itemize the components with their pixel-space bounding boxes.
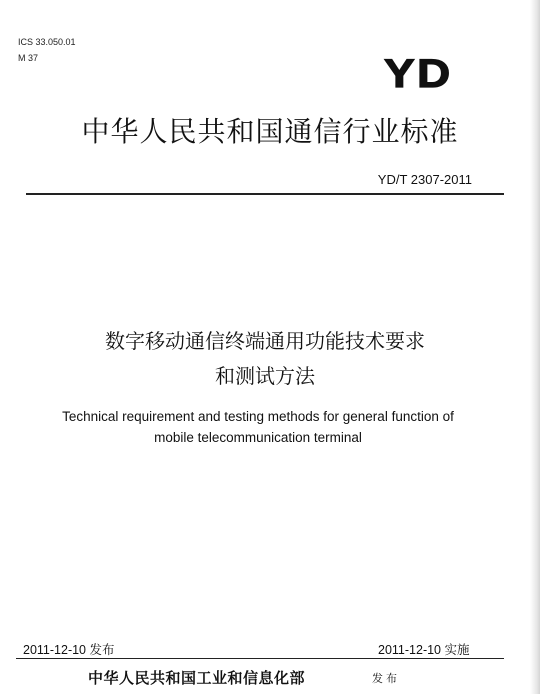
issue-date: 2011-12-10 发布 bbox=[23, 643, 115, 657]
title-en-line1: Technical requirement and testing methods for general function of bbox=[62, 409, 454, 424]
publish-label: 发布 bbox=[372, 672, 400, 685]
page-edge-shadow bbox=[530, 0, 540, 694]
org-title: 中华人民共和国通信行业标准 bbox=[81, 115, 459, 148]
ics-code: ICS 33.050.01 bbox=[18, 37, 76, 47]
category-code: M 37 bbox=[18, 53, 39, 63]
implement-date: 2011-12-10 实施 bbox=[378, 643, 470, 657]
yd-logo: YD bbox=[384, 52, 453, 96]
bottom-divider bbox=[16, 658, 504, 659]
top-divider bbox=[26, 193, 504, 195]
title-en-line2: mobile telecommunication terminal bbox=[154, 430, 362, 445]
title-cn-line1: 数字移动通信终端通用功能技术要求 bbox=[105, 329, 425, 353]
ministry-name: 中华人民共和国工业和信息化部 bbox=[88, 669, 306, 687]
title-cn-line2: 和测试方法 bbox=[215, 364, 315, 388]
standard-number: YD/T 2307-2011 bbox=[377, 172, 472, 187]
